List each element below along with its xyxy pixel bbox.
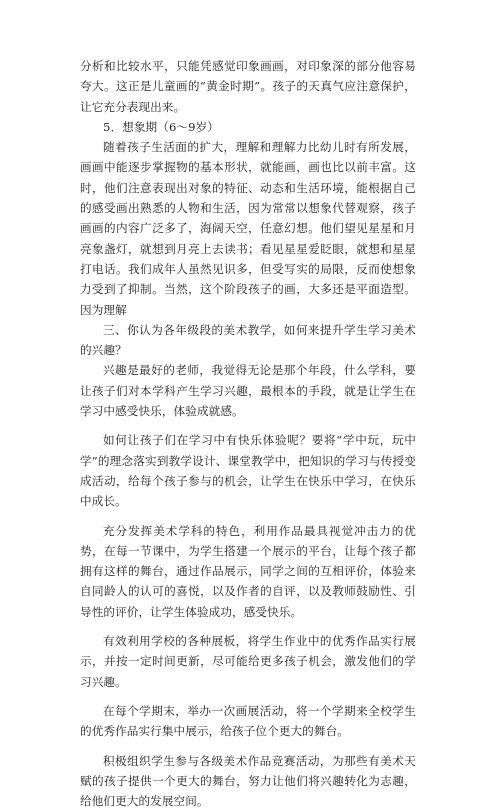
paragraph-intro-continued: 分析和比较水平，只能凭感觉印象画画，对印象深的部分他容易夸大。这正是儿童画的“黄金时期”。孩子的天真气应注意保护，让它充分表现出来。 — [80, 56, 416, 117]
paragraph-interest-teacher: 兴趣是最好的老师，我觉得无论是那个年段，什么学科，要让孩子们对本学科产生学习兴趣，最根本的手段，就是让学生在学习中感受快乐，体验成就感。 — [80, 360, 416, 421]
paragraph-imagination-stage: 随着孩子生活面的扩大，理解和理解力比幼儿时有所发展，画画中能逐步掌握物的基本形状，就能画，画也比以前丰富。这时，他们注意表现出对象的特征、动态和生活环境，能根据自己的感受画出熟悉的人物和生活，因为常常以想象代替观察，孩子画画的内容广泛多了，海阔天空，任意幻想。他们望见星星和月亮象盏灯，就想到月亮上去读书；看见星星爱眨眼，就想和星星打电话。我们成年人虽然见识多，但受写实的局限，反而使想象力受到了抑制。当然，这个阶段孩子的画，大多还是平面造型。因为理解 — [80, 137, 416, 320]
section-heading-imagination-stage: 5．想象期（6～9岁） — [80, 117, 416, 137]
paragraph-display-boards: 有效利用学校的各种展板，将学生作业中的优秀作品实行展示，并按一定时间更新，尽可能给更多孩子机会，激发他们的学习兴趣。 — [80, 631, 416, 692]
question-heading-interest: 三、你认为各年级段的美术教学，如何来提升学生学习美术的兴趣？ — [80, 320, 416, 361]
paragraph-term-exhibition: 在每个学期末，举办一次画展活动，将一个学期来全校学生的优秀作品实行集中展示，给孩子位个更大的舞台。 — [80, 701, 416, 742]
paragraph-display-platform: 充分发挥美术学科的特色，利用作品最具视觉冲击力的优势，在每一节课中，为学生搭建一个展示的平台，让每个孩子都拥有这样的舞台，通过作品展示，同学之间的互相评价，体验来自同龄人的认可的喜悦，以及作者的自评，以及教师鼓励性、引导性的评价，让学生体验成功，感受快乐。 — [80, 521, 416, 622]
paragraph-competitions: 积极组织学生参与各级美术作品竞赛活动，为那些有美术天赋的孩子提供一个更大的舞台，努力让他们将兴趣转化为志趣，给他们更大的发展空间。 — [80, 751, 416, 811]
paragraph-happy-experience: 如何让孩子们在学习中有快乐体验呢？要将“学中玩，玩中学”的理念落实到教学设计、课堂教学中，把知识的学习与传授变成活动，给每个孩子参与的机会，让学生在快乐中学习，在快乐中成长。 — [80, 430, 416, 511]
